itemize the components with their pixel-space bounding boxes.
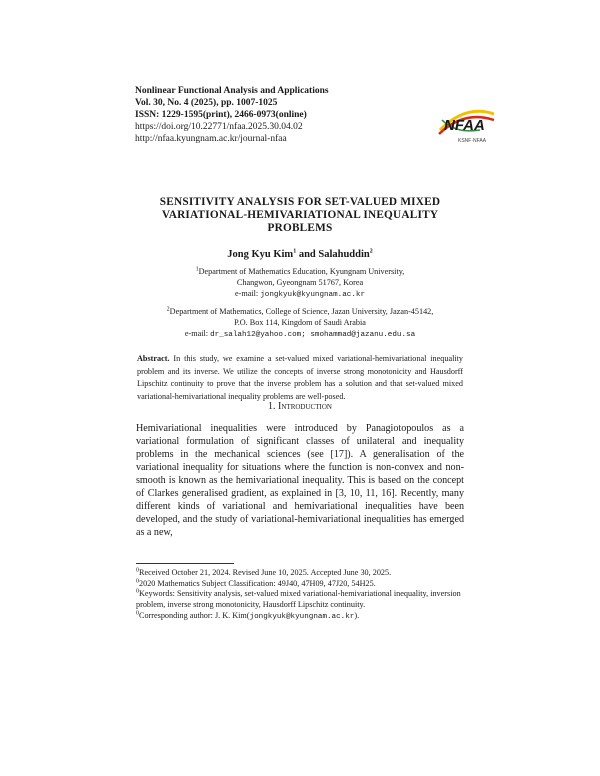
abstract-label: Abstract. — [137, 354, 170, 363]
section-heading — [100, 401, 500, 412]
title-line: VARIATIONAL-HEMIVARIATIONAL INEQUALITY — [161, 209, 439, 221]
author-list — [100, 249, 500, 260]
footnotes — [136, 568, 466, 623]
nfaa-logo-icon — [436, 100, 498, 144]
logo-text: NFAA — [444, 117, 485, 134]
section-title: Introduction — [278, 401, 332, 412]
journal-volume: Vol. 30, No. 4 (2025), pp. 1007-1025 — [135, 98, 278, 108]
affil-mark: 2 — [166, 306, 170, 313]
logo-subtext: KSNF·NFAA — [458, 138, 487, 144]
affil-line: Changwon, Gyeongnam 51767, Korea — [236, 278, 364, 287]
section-number: 1. — [268, 401, 279, 412]
email-link[interactable]: jongkyuk@kyungnam.ac.kr — [260, 291, 366, 299]
body-paragraph: Hemivariational inequalities were introduced by Panagiotopoulos as a variational formulation of significant classes of unilateral and inequality problems in the mechanical sciences (see [17]). A generalisation of the variational inequality for situations where the function is non-convex and non-smooth is known as the hemivariational inequality. This is based on the concept of Clarkes generalised gradient, as explained in [3, 10, 11, 16]. Recently, many different kinds of variational and hemivariational inequalities have been developed, and the study of variational-hemivariational inequalities has emerged as a new, — [136, 423, 464, 538]
affiliation-2 — [100, 306, 500, 341]
author-separator: and — [296, 249, 319, 260]
footnote-divider — [136, 563, 234, 564]
author-affil-mark: 1 — [293, 248, 297, 255]
affil-line: P.O. Box 114, Kingdom of Saudi Arabia — [234, 318, 366, 327]
journal-url-link[interactable]: http://nfaa.kyungnam.ac.kr/journal-nfaa — [135, 134, 287, 144]
author-name: Salahuddin — [318, 249, 370, 260]
footnote: $^0$2020 Mathematics Subject Classification: 49J40, 47H09, 47J20, 54H25. — [136, 577, 376, 588]
email-link[interactable]: jongkyuk@kyungnam.ac.kr — [249, 612, 355, 621]
footnote: $^0$Keywords: Sensitivity analysis, set-valued mixed variational-hemivariational inequality, inversion problem, inverse strong monotonicity, Hausdorff Lipschitz continuity. — [136, 588, 461, 610]
affil-line: Department of Mathematics Education, Kyungnam University, — [198, 267, 405, 276]
journal-logo — [436, 100, 498, 144]
journal-name: Nonlinear Functional Analysis and Applications — [135, 86, 329, 96]
affil-mark: 1 — [195, 266, 199, 273]
journal-issn: ISSN: 1229-1595(print), 2466-0973(online) — [135, 110, 307, 120]
email-label: e-mail: — [234, 289, 261, 298]
affil-line: Department of Mathematics, College of Science, Jazan University, Jazan-45142, — [169, 307, 434, 316]
author-name: Jong Kyu Kim — [227, 249, 294, 260]
journal-header — [135, 85, 329, 145]
email-label: e-mail: — [184, 329, 211, 338]
email-link[interactable]: dr_salah12@yahoo.com; smohammad@jazanu.edu.sa — [210, 331, 416, 339]
affiliation-1 — [100, 266, 500, 301]
title-line: SENSITIVITY ANALYSIS FOR SET-VALUED MIXED — [159, 196, 441, 208]
footnote: $^0$Corresponding author: J. K. Kim(jongkyuk@kyungnam.ac.kr). — [136, 610, 360, 621]
paper-title — [100, 196, 500, 235]
author-affil-mark: 2 — [369, 248, 373, 255]
abstract-text: In this study, we examine a set-valued mixed variational-hemivariational inequality problem and its inverse. We utilize the concepts of inverse strong monotonicity and Hausdorff Lipschitz continuity to prove that the inverse problem has a solution and that set-valued mixed variational-hemivariational inequality problems are well-posed. — [137, 354, 463, 401]
doi-link[interactable]: https://doi.org/10.22771/nfaa.2025.30.04.02 — [135, 122, 303, 132]
title-line: PROBLEMS — [267, 222, 333, 234]
abstract — [137, 353, 463, 403]
footnote: $^0$Received October 21, 2024. Revised June 10, 2025. Accepted June 30, 2025. — [136, 567, 392, 577]
